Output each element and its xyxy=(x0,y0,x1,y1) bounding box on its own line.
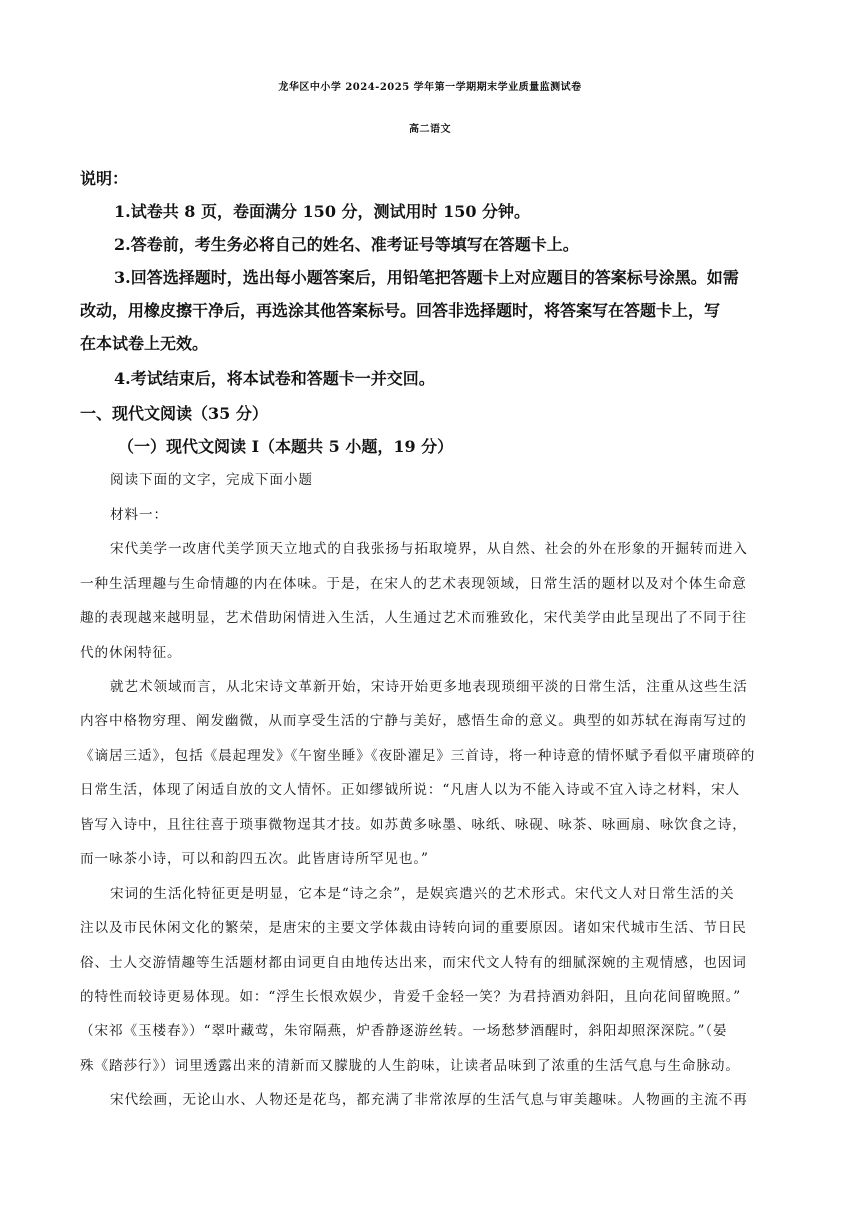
instruction-item: 3.回答选择题时，选出每小题答案后，用铅笔把答题卡上对应题目的答案标号涂黑。如需 xyxy=(114,268,739,287)
instruction-item: 2.答卷前，考生务必将自己的姓名、准考证号等填写在答题卡上。 xyxy=(114,235,579,254)
passage-line: 宋词的生活化特征更是明显，它本是“诗之余”，是娱宾遣兴的艺术形式。宋代文人对日常生活的关 xyxy=(110,886,735,902)
passage-line: 殊《踏莎行》）词里透露出来的清新而又朦胧的人生韵味，让读者品味到了浓重的生活气息与生命脉动。 xyxy=(80,1058,740,1074)
exam-title: 龙华区中小学 2024-2025 学年第一学期期末学业质量监测试卷 xyxy=(278,82,582,93)
instruction-item-continued: 改动，用橡皮擦干净后，再选涂其他答案标号。回答非选择题时，将答案写在答题卡上，写 xyxy=(80,301,721,320)
passage-line: （宋祁《玉楼春》）“翠叶藏莺，朱帘隔燕，炉香静逐游丝转。一场愁梦酒醒时，斜阳却照深深院。”（晏 xyxy=(80,1023,728,1039)
passage-line: 的特性而较诗更易体现。如：“浮生长恨欢娱少，肯爱千金轻一笑？为君持酒劝斜阳，且向花间留晚照。” xyxy=(80,989,742,1005)
passage-line: 一种生活理趣与生命情趣的内在体味。于是，在宋人的艺术表现领域，日常生活的题材以及对个体生命意 xyxy=(80,576,747,592)
passage-line: 《谪居三适》，包括《晨起理发》《午窗坐睡》《夜卧濯足》三首诗，将一种诗意的情怀赋予看似平庸琐碎的 xyxy=(80,748,756,764)
passage-line: 趣的表现越来越明显，艺术借助闲情进入生活，人生通过艺术而雅致化，宋代美学由此呈现出了不同于往 xyxy=(80,610,747,626)
passage-line: 内容中格物穷理、阐发幽微，从而享受生活的宁静与美好，感悟生命的意义。典型的如苏轼在海南写过的 xyxy=(80,713,747,729)
passage-line: 而一咏茶小诗，可以和韵四五次。此皆唐诗所罕见也。” xyxy=(80,851,429,867)
passage-line: 宋代美学一改唐代美学顶天立地式的自我张扬与拓取境界，从自然、社会的外在形象的开掘转而进入 xyxy=(110,541,748,557)
passage-line: 俗、士人交游情趣等生活题材都由词更自由地传达出来，而宋代文人特有的细腻深婉的主观情感，也因词 xyxy=(80,955,747,971)
instruction-item: 1.试卷共 8 页，卷面满分 150 分，测试用时 150 分钟。 xyxy=(114,202,531,221)
instruction-item-continued: 在本试卷上无效。 xyxy=(80,334,209,353)
instructions-label: 说明： xyxy=(80,169,129,188)
passage-line: 代的休闲特征。 xyxy=(80,645,182,661)
passage-line: 皆写入诗中，且往往喜于琐事微物逞其才技。如苏黄多咏墨、咏纸、咏砚、咏茶、咏画扇、咏饮食之诗， xyxy=(80,817,747,833)
material-label: 材料一： xyxy=(110,507,168,523)
passage-line: 宋代绘画，无论山水、人物还是花鸟，都充满了非常浓厚的生活气息与审美趣味。人物画的主流不再 xyxy=(110,1092,748,1108)
passage-line: 就艺术领域而言，从北宋诗文革新开始，宋诗开始更多地表现琐细平淡的日常生活，注重从这些生活 xyxy=(110,679,748,695)
reading-directions: 阅读下面的文字，完成下面小题 xyxy=(110,472,313,488)
passage-line: 日常生活，体现了闲适自放的文人情怀。正如缪钺所说：“凡唐人以为不能入诗或不宜入诗之材料，宋人 xyxy=(80,782,741,798)
instruction-item: 4.考试结束后，将本试卷和答题卡一并交回。 xyxy=(114,369,435,388)
section-subheading: （一）现代文阅读 I（本题共 5 小题，19 分） xyxy=(118,437,454,456)
section-heading: 一、现代文阅读（35 分） xyxy=(80,404,268,423)
exam-subtitle: 高二语文 xyxy=(409,124,451,135)
passage-line: 注以及市民休闲文化的繁荣，是唐宋的主要文学体裁由诗转向词的重要原因。诸如宋代城市生活、节日民 xyxy=(80,920,747,936)
